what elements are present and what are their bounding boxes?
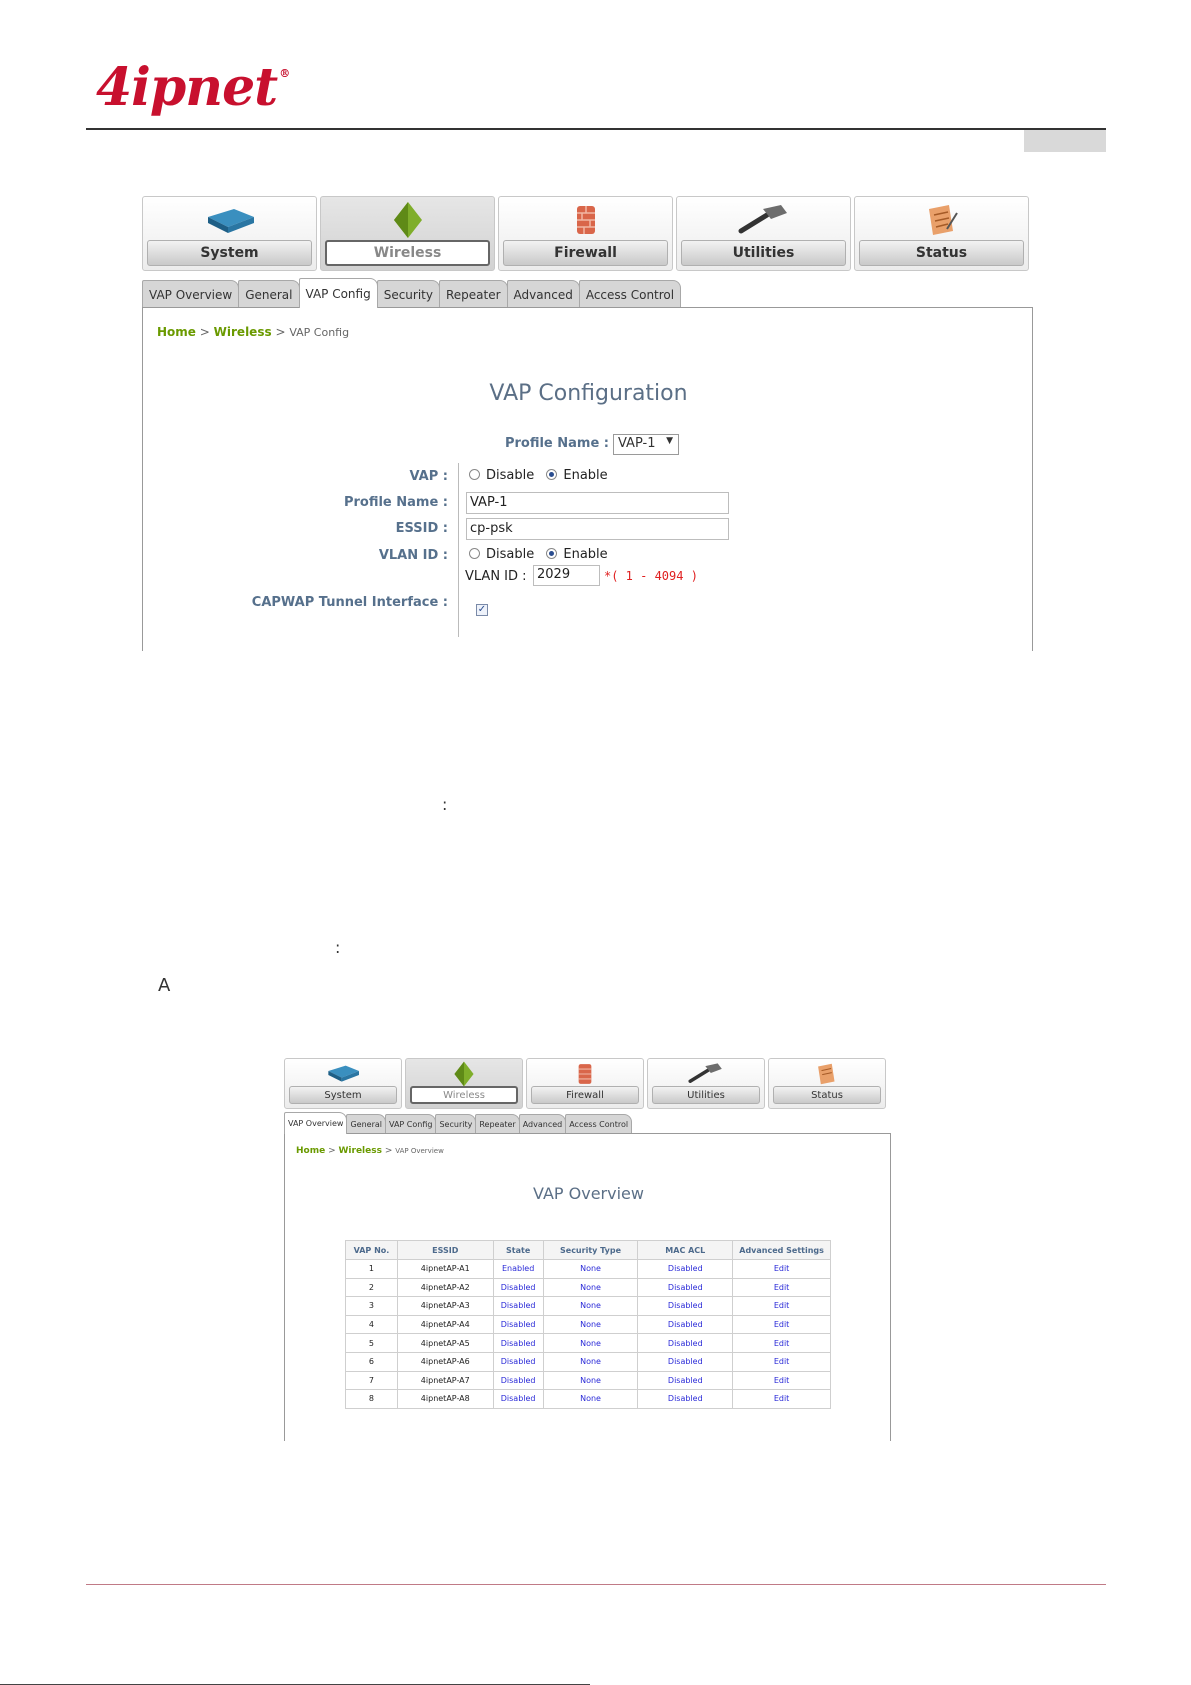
breadcrumb-wireless-link[interactable]: Wireless [338,1146,382,1156]
vap-label: VAP : [409,469,448,484]
vlan-range-hint: *( 1 - 4094 ) [604,569,698,583]
nav-status-button[interactable] [854,196,1029,271]
vlan-disable-radio[interactable] [469,548,480,559]
status-clipboard-icon [923,203,961,237]
breadcrumb-current: VAP Overview [395,1147,444,1155]
mac-acl-link[interactable]: Disabled [638,1371,733,1390]
nav-label: System [289,1086,397,1104]
nav-label: Status [859,240,1024,266]
vlan-id-label: VLAN ID : [465,569,527,584]
mac-acl-link[interactable]: Disabled [638,1278,733,1297]
tab-general[interactable]: General [238,280,299,308]
breadcrumb: Home > Wireless > VAP Config [157,325,350,339]
nav-firewall-button[interactable] [526,1058,644,1109]
config-tabs [142,278,680,308]
edit-link[interactable]: Edit [733,1297,831,1316]
breadcrumb-home-link[interactable]: Home [157,325,196,339]
nav-wireless-button[interactable] [320,196,495,271]
table-row [346,1297,831,1316]
mac-acl-link[interactable]: Disabled [638,1260,733,1279]
column-header: Advanced Settings [733,1241,831,1260]
state-link[interactable]: Disabled [493,1278,543,1297]
vlan-id-input[interactable]: 2029 [533,565,600,586]
nav-utilities-button[interactable] [647,1058,765,1109]
main-nav [284,1058,886,1109]
state-link[interactable]: Disabled [493,1390,543,1409]
security-type-link[interactable]: None [543,1260,638,1279]
column-header: Security Type [543,1241,638,1260]
essid-cell: 4ipnetAP-A1 [397,1260,493,1279]
footer-divider [86,1584,1106,1585]
essid-label: ESSID : [395,521,448,536]
state-link[interactable]: Enabled [493,1260,543,1279]
page-title: VAP Overview [533,1184,644,1203]
nav-wireless-button[interactable] [405,1058,523,1109]
vap-overview-table [345,1240,831,1409]
table-row [346,1278,831,1297]
profile-name-label: Profile Name : [343,495,448,510]
nav-label: Utilities [652,1086,760,1104]
capwap-checkbox[interactable] [476,604,488,616]
vap-enable-radio[interactable] [546,469,557,480]
nav-system-button[interactable] [284,1058,402,1109]
tab-advanced[interactable]: Advanced [507,280,580,308]
security-type-link[interactable]: None [543,1390,638,1409]
edit-link[interactable]: Edit [733,1371,831,1390]
wireless-diamond-icon [393,201,423,239]
overview-tabs [284,1112,631,1134]
nav-label: System [147,240,312,266]
wireless-diamond-icon [453,1061,475,1087]
tab-vap-config[interactable]: VAP Config [299,278,378,308]
nav-label: Status [773,1086,881,1104]
tab-repeater[interactable]: Repeater [475,1114,519,1134]
vlan-label: VLAN ID : [378,548,448,563]
body-colon: : [335,938,341,957]
table-header-row [346,1241,831,1260]
vap-number-cell: 1 [346,1260,398,1279]
vap-number-cell: 7 [346,1371,398,1390]
vap-number-cell: 2 [346,1278,398,1297]
checkmark-icon: ✓ [477,604,487,615]
breadcrumb-home-link[interactable]: Home [296,1146,326,1156]
firewall-icon [577,1062,594,1086]
column-header: MAC ACL [638,1241,733,1260]
nav-label: Wireless [410,1086,518,1104]
edit-link[interactable]: Edit [733,1334,831,1353]
essid-cell: 4ipnetAP-A8 [397,1390,493,1409]
column-header: VAP No. [346,1241,398,1260]
tab-general[interactable]: General [346,1114,386,1134]
vap-radio-group: Disable Enable [469,468,608,483]
vap-disable-radio[interactable] [469,469,480,480]
vap-number-cell: 8 [346,1390,398,1409]
vlan-radio-group: Disable Enable [469,547,608,562]
security-type-link[interactable]: None [543,1278,638,1297]
security-type-link[interactable]: None [543,1352,638,1371]
nav-system-button[interactable] [142,196,317,271]
tab-access-control[interactable]: Access Control [579,280,681,308]
tab-repeater[interactable]: Repeater [439,280,508,308]
state-link[interactable]: Disabled [493,1334,543,1353]
vap-number-cell: 3 [346,1297,398,1316]
mac-acl-link[interactable]: Disabled [638,1390,733,1409]
firewall-icon [574,203,598,237]
status-clipboard-icon [814,1062,840,1086]
mac-acl-link[interactable]: Disabled [638,1352,733,1371]
tab-security[interactable]: Security [377,280,440,308]
table-row [346,1260,831,1279]
router-icon [204,205,256,235]
breadcrumb-current: VAP Config [289,326,350,339]
state-link[interactable]: Disabled [493,1297,543,1316]
vlan-enable-radio[interactable] [546,548,557,559]
edit-link[interactable]: Edit [733,1278,831,1297]
essid-cell: 4ipnetAP-A7 [397,1371,493,1390]
mac-acl-link[interactable]: Disabled [638,1297,733,1316]
edit-link[interactable]: Edit [733,1260,831,1279]
hammer-icon [687,1062,725,1084]
nav-label: Utilities [681,240,846,266]
tab-vap-config[interactable]: VAP Config [385,1114,436,1134]
table-row [346,1315,831,1334]
column-header: ESSID [397,1241,493,1260]
page-title: VAP Configuration [489,381,688,406]
vap-number-cell: 5 [346,1334,398,1353]
essid-cell: 4ipnetAP-A6 [397,1352,493,1371]
essid-cell: 4ipnetAP-A2 [397,1278,493,1297]
profile-select[interactable]: VAP-1 ▼ [613,434,679,455]
security-type-link[interactable]: None [543,1315,638,1334]
essid-cell: 4ipnetAP-A4 [397,1315,493,1334]
essid-cell: 4ipnetAP-A5 [397,1334,493,1353]
state-link[interactable]: Disabled [493,1315,543,1334]
body-letter: A [158,975,171,996]
vap-number-cell: 4 [346,1315,398,1334]
column-header: State [493,1241,543,1260]
main-nav [142,196,1029,271]
tab-security[interactable]: Security [435,1114,476,1134]
table-row [346,1334,831,1353]
tab-vap-overview[interactable]: VAP Overview [284,1112,347,1134]
hammer-icon [737,203,791,235]
table-row [346,1371,831,1390]
nav-firewall-button[interactable] [498,196,673,271]
essid-cell: 4ipnetAP-A3 [397,1297,493,1316]
header-divider [86,128,1106,130]
table-row [346,1352,831,1371]
edit-link[interactable]: Edit [733,1352,831,1371]
page-number-tab [1024,130,1106,152]
form-divider [458,463,459,637]
nav-label: Firewall [531,1086,639,1104]
state-link[interactable]: Disabled [493,1352,543,1371]
vap-number-cell: 6 [346,1352,398,1371]
nav-utilities-button[interactable] [676,196,851,271]
vap-config-panel [142,307,1033,651]
nav-label: Wireless [325,240,490,266]
table-row [346,1390,831,1409]
security-type-link[interactable]: None [543,1297,638,1316]
breadcrumb: Home > Wireless > VAP Overview [296,1146,444,1156]
vap-overview-panel [284,1133,891,1441]
capwap-label: CAPWAP Tunnel Interface : [251,595,448,610]
brand-logo: 4ipnet ® [96,57,290,118]
essid-input[interactable]: cp-psk [466,518,729,540]
tab-advanced[interactable]: Advanced [519,1114,567,1134]
profile-name-input[interactable]: VAP-1 [466,492,729,514]
mac-acl-link[interactable]: Disabled [638,1315,733,1334]
nav-label: Firewall [503,240,668,266]
profile-select-label: Profile Name : [504,436,609,451]
router-icon [325,1063,361,1083]
breadcrumb-wireless-link[interactable]: Wireless [213,325,272,339]
edit-link[interactable]: Edit [733,1390,831,1409]
chevron-down-icon: ▼ [666,436,673,446]
tab-vap-overview[interactable]: VAP Overview [142,280,239,308]
mac-acl-link[interactable]: Disabled [638,1334,733,1353]
nav-status-button[interactable] [768,1058,886,1109]
edit-link[interactable]: Edit [733,1315,831,1334]
security-type-link[interactable]: None [543,1371,638,1390]
tab-access-control[interactable]: Access Control [565,1114,632,1134]
state-link[interactable]: Disabled [493,1371,543,1390]
security-type-link[interactable]: None [543,1334,638,1353]
body-colon: : [442,795,448,814]
